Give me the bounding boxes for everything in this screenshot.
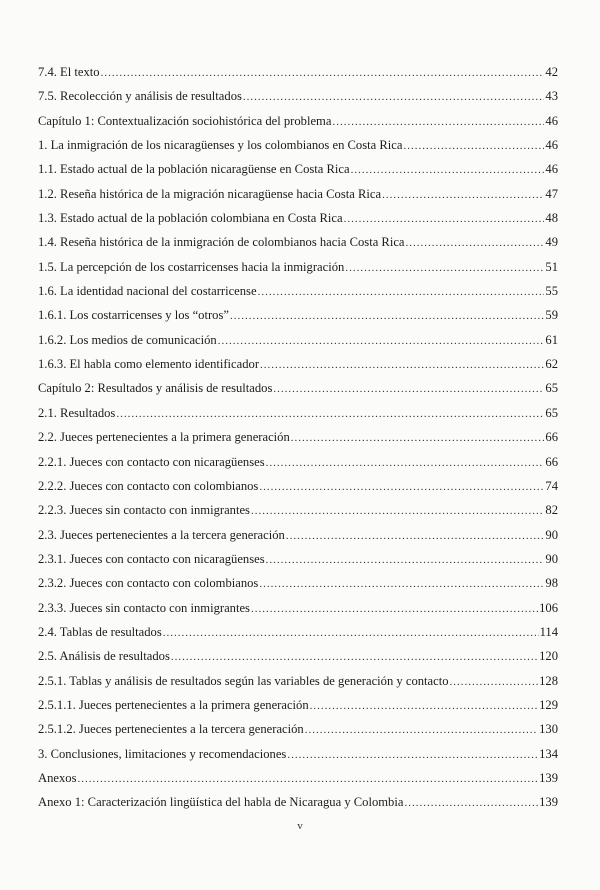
toc-leader-dots bbox=[116, 405, 544, 422]
page-number-footer: v bbox=[297, 820, 303, 832]
toc-entry-title: 2.5.1.1. Jueces pertenecientes a la primera generación bbox=[38, 697, 309, 712]
toc-entry-title: 1.6.2. Los medios de comunicación bbox=[38, 332, 217, 347]
toc-leader-dots bbox=[305, 721, 538, 738]
toc-leader-dots bbox=[291, 429, 545, 446]
toc-entry-title: 2.1. Resultados bbox=[38, 405, 116, 420]
toc-entry-title: 2.5.1. Tablas y análisis de resultados según las variables de generación y contacto bbox=[38, 673, 449, 688]
toc-entry-title: 1.6. La identidad nacional del costarricense bbox=[38, 284, 257, 299]
toc-entry-page: 65 bbox=[545, 381, 558, 396]
toc-leader-dots bbox=[260, 356, 544, 373]
toc-entry-page: 106 bbox=[539, 600, 558, 615]
toc-entry-title: 1.3. Estado actual de la población colombiana en Costa Rica bbox=[38, 211, 343, 226]
toc-entry-title: 2.3.2. Jueces con contacto con colombianos bbox=[38, 576, 259, 591]
toc-entry-page: 129 bbox=[539, 697, 558, 712]
toc-entry-page: 65 bbox=[545, 405, 558, 420]
toc-entry bbox=[38, 137, 558, 161]
toc-entry bbox=[38, 380, 558, 404]
toc-entry-title: Capítulo 1: Contextualización sociohistórica del problema bbox=[38, 113, 332, 128]
toc-leader-dots bbox=[259, 478, 544, 495]
toc-entry-page: 90 bbox=[545, 527, 558, 542]
toc-entry-page: 46 bbox=[545, 162, 558, 177]
toc-entry-title: 1.6.1. Los costarricenses y los “otros” bbox=[38, 308, 229, 323]
table-of-contents bbox=[38, 64, 558, 819]
toc-entry bbox=[38, 113, 558, 137]
toc-leader-dots bbox=[266, 551, 545, 568]
toc-entry-title: 7.4. El texto bbox=[38, 65, 100, 79]
toc-entry-page: 46 bbox=[545, 113, 558, 128]
toc-entry-title: 2.3.1. Jueces con contacto con nicaragüenses bbox=[38, 551, 265, 566]
toc-entry-page: 128 bbox=[539, 673, 558, 688]
toc-entry-title: Anexo 1: Caracterización lingüística del habla de Nicaragua y Colombia bbox=[38, 795, 404, 810]
toc-entry bbox=[38, 405, 558, 429]
toc-entry-title: 1.5. La percepción de los costarricenses hacia la inmigración bbox=[38, 259, 345, 274]
toc-leader-dots bbox=[404, 794, 538, 811]
toc-entry bbox=[38, 356, 558, 380]
toc-entry-title: 1.6.3. El habla como elemento identificador bbox=[38, 357, 260, 372]
toc-entry-page: 62 bbox=[545, 357, 558, 372]
toc-leader-dots bbox=[251, 502, 544, 519]
toc-entry-page: 82 bbox=[545, 503, 558, 518]
toc-entry-page: 134 bbox=[539, 746, 558, 761]
toc-entry-title: 3. Conclusiones, limitaciones y recomendaciones bbox=[38, 746, 287, 761]
toc-entry-page: 48 bbox=[545, 211, 558, 226]
toc-entry-page: 61 bbox=[545, 332, 558, 347]
toc-entry-title: 2.2.1. Jueces con contacto con nicaragüenses bbox=[38, 454, 265, 469]
toc-entry-page: 55 bbox=[545, 284, 558, 299]
toc-entry bbox=[38, 454, 558, 478]
toc-entry-title: 1.4. Reseña histórica de la inmigración de colombianos hacia Costa Rica bbox=[38, 235, 405, 250]
toc-entry bbox=[38, 746, 558, 770]
toc-entry-page: 49 bbox=[545, 235, 558, 250]
toc-entry bbox=[38, 283, 558, 307]
toc-entry-title: 2.5. Análisis de resultados bbox=[38, 649, 170, 664]
toc-entry-title: 2.2. Jueces pertenecientes a la primera generación bbox=[38, 430, 290, 445]
toc-entry bbox=[38, 794, 558, 818]
toc-entry bbox=[38, 551, 558, 575]
toc-entry bbox=[38, 648, 558, 672]
toc-entry-page: 46 bbox=[545, 138, 558, 153]
toc-leader-dots bbox=[403, 137, 544, 154]
toc-entry bbox=[38, 332, 558, 356]
toc-leader-dots bbox=[345, 259, 544, 276]
toc-entry bbox=[38, 210, 558, 234]
toc-entry bbox=[38, 186, 558, 210]
toc-entry bbox=[38, 624, 558, 648]
toc-entry-title: 2.2.3. Jueces sin contacto con inmigrantes bbox=[38, 503, 250, 518]
toc-leader-dots bbox=[273, 380, 544, 397]
toc-leader-dots bbox=[101, 64, 545, 81]
toc-entry-page: 139 bbox=[539, 795, 558, 810]
toc-leader-dots bbox=[266, 454, 545, 471]
toc-entry bbox=[38, 259, 558, 283]
toc-entry-page: 59 bbox=[545, 308, 558, 323]
toc-entry bbox=[38, 64, 558, 88]
toc-entry-title: 7.5. Recolección y análisis de resultados bbox=[38, 89, 242, 104]
toc-entry-page: 74 bbox=[545, 478, 558, 493]
toc-entry-title: 2.4. Tablas de resultados bbox=[38, 624, 162, 639]
toc-entry-title: 1.2. Reseña histórica de la migración nicaragüense hacia Costa Rica bbox=[38, 186, 382, 201]
toc-leader-dots bbox=[286, 527, 545, 544]
toc-leader-dots bbox=[287, 746, 538, 763]
toc-leader-dots bbox=[258, 283, 545, 300]
toc-entry-page: 130 bbox=[539, 722, 558, 737]
toc-entry bbox=[38, 307, 558, 331]
toc-entry-page: 51 bbox=[545, 259, 558, 274]
toc-leader-dots bbox=[406, 234, 545, 251]
toc-leader-dots bbox=[332, 113, 544, 130]
toc-entry-page: 90 bbox=[545, 551, 558, 566]
toc-leader-dots bbox=[344, 210, 545, 227]
toc-entry-page: 47 bbox=[545, 186, 558, 201]
toc-entry-title: 2.3. Jueces pertenecientes a la tercera generación bbox=[38, 527, 285, 542]
toc-entry bbox=[38, 600, 558, 624]
toc-leader-dots bbox=[259, 575, 544, 592]
toc-entry-page: 66 bbox=[545, 430, 558, 445]
toc-entry bbox=[38, 161, 558, 185]
toc-entry bbox=[38, 673, 558, 697]
toc-leader-dots bbox=[243, 88, 545, 105]
toc-leader-dots bbox=[382, 186, 544, 203]
toc-entry bbox=[38, 770, 558, 794]
toc-leader-dots bbox=[310, 697, 538, 714]
toc-leader-dots bbox=[77, 770, 538, 787]
toc-entry-page: 98 bbox=[545, 576, 558, 591]
toc-entry bbox=[38, 478, 558, 502]
toc-entry-title: 1. La inmigración de los nicaragüenses y los colombianos en Costa Rica bbox=[38, 138, 403, 153]
toc-entry-title: 2.5.1.2. Jueces pertenecientes a la tercera generación bbox=[38, 722, 304, 737]
toc-entry-title: 1.1. Estado actual de la población nicaragüense en Costa Rica bbox=[38, 162, 350, 177]
toc-entry bbox=[38, 721, 558, 745]
toc-entry-page: 114 bbox=[539, 624, 558, 639]
toc-entry bbox=[38, 697, 558, 721]
toc-entry-page: 120 bbox=[539, 649, 558, 664]
toc-entry-page: 43 bbox=[545, 89, 558, 104]
toc-entry bbox=[38, 502, 558, 526]
toc-leader-dots bbox=[351, 161, 545, 178]
toc-entry-page: 42 bbox=[545, 65, 558, 79]
toc-entry-title: Capítulo 2: Resultados y análisis de resultados bbox=[38, 381, 273, 396]
toc-entry bbox=[38, 234, 558, 258]
toc-leader-dots bbox=[218, 332, 545, 349]
toc-entry bbox=[38, 527, 558, 551]
toc-entry-title: 2.3.3. Jueces sin contacto con inmigrantes bbox=[38, 600, 250, 615]
toc-entry-page: 139 bbox=[539, 770, 558, 785]
toc-leader-dots bbox=[171, 648, 538, 665]
toc-leader-dots bbox=[450, 673, 539, 690]
toc-entry-title: 2.2.2. Jueces con contacto con colombianos bbox=[38, 478, 259, 493]
toc-entry bbox=[38, 88, 558, 112]
toc-leader-dots bbox=[251, 600, 538, 617]
toc-entry-page: 66 bbox=[545, 454, 558, 469]
toc-leader-dots bbox=[163, 624, 539, 641]
toc-entry-title: Anexos bbox=[38, 770, 77, 785]
toc-entry bbox=[38, 575, 558, 599]
toc-entry bbox=[38, 429, 558, 453]
toc-leader-dots bbox=[230, 307, 544, 324]
